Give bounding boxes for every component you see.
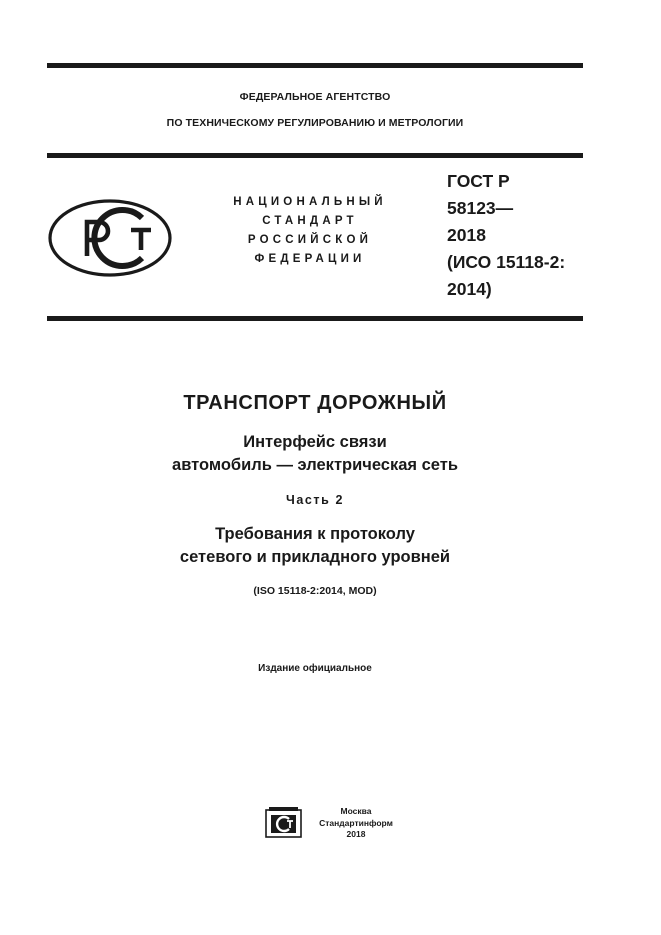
publisher-info <box>308 806 404 841</box>
designation-line-5: 2014) <box>447 279 492 299</box>
designation-rule <box>47 316 583 321</box>
edition-note: Издание официальное <box>258 663 372 674</box>
part-number: Часть 2 <box>285 493 345 507</box>
rst-certification-mark-icon <box>47 198 173 278</box>
national-standard-label <box>200 193 420 269</box>
header-rule <box>47 153 583 158</box>
part-title-line-1: Требования к протоколу <box>215 525 415 543</box>
agency-line-2: ПО ТЕХНИЧЕСКОМУ РЕГУЛИРОВАНИЮ И МЕТРОЛОГИИ <box>166 117 464 129</box>
designation-line-3: 2018 <box>447 225 486 245</box>
standard-label-line-2: СТАНДАРТ <box>262 215 358 227</box>
standard-label-line-3: РОССИЙСКОЙ <box>247 234 373 246</box>
designation-line-4: (ИСО 15118-2: <box>447 252 566 272</box>
subtitle-line-2: автомобиль — электрическая сеть <box>172 456 458 474</box>
standartinform-logo-icon <box>265 806 302 838</box>
designation-line-1: ГОСТ Р <box>447 171 510 191</box>
subtitle-line-1: Интерфейс связи <box>243 433 387 451</box>
iso-reference: (ISO 15118-2:2014, MOD) <box>253 585 377 597</box>
document-title: ТРАНСПОРТ ДОРОЖНЫЙ <box>183 392 447 414</box>
designation-line-2: 58123— <box>447 198 514 218</box>
part-title-line-2: сетевого и прикладного уровней <box>179 548 451 566</box>
agency-line-1: ФЕДЕРАЛЬНОЕ АГЕНТСТВО <box>239 91 391 103</box>
publisher-city: Москва <box>340 806 372 816</box>
standard-label-line-1: НАЦИОНАЛЬНЫЙ <box>233 196 387 208</box>
publisher-name: Стандартинформ <box>319 817 393 828</box>
top-rule <box>47 63 583 68</box>
publisher-year: 2018 <box>346 829 366 839</box>
standard-designation <box>447 168 597 303</box>
standard-label-line-4: ФЕДЕРАЦИИ <box>254 253 366 265</box>
